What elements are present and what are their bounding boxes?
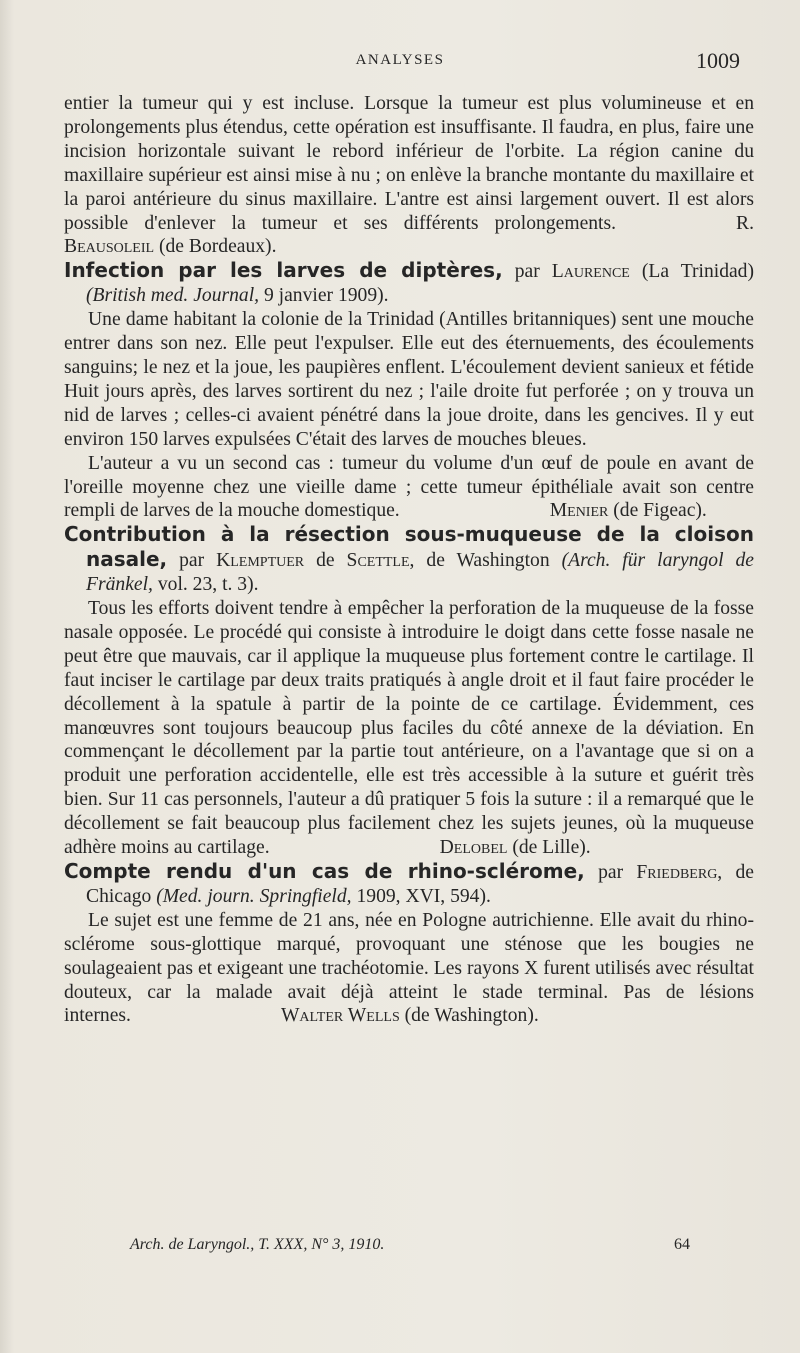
article2-source-detail: 9 janvier 1909).	[263, 285, 389, 307]
article3-paragraph	[64, 597, 754, 860]
page-body	[64, 92, 754, 1028]
article4-paragraph	[64, 909, 754, 1029]
article1-signature-place: (de Bordeaux).	[158, 236, 277, 258]
article2-heading	[64, 259, 754, 308]
article3-author2: Scettle,	[346, 550, 415, 572]
article4-author: Friedberg,	[636, 862, 723, 883]
article2-author-place: (La Trinidad)	[641, 261, 755, 283]
article4-heading	[64, 860, 754, 909]
article3-author-place: de Washington	[426, 550, 550, 572]
article2-signature	[550, 500, 707, 521]
article4-source: (Med. journ. Springfield,	[156, 885, 352, 907]
article4-signature-name: Walter Wells	[280, 1005, 400, 1027]
article3-signature-place: (de Lille).	[512, 837, 591, 859]
article2-signature-place: (de Figeac).	[613, 500, 707, 522]
footer-sheet-number: 64	[674, 1236, 690, 1253]
footer-journal: Arch. de Laryngol., T. XXX, N° 3, 1910.	[130, 1236, 385, 1253]
article4-signature	[281, 1005, 539, 1026]
article1-text: entier la tumeur qui y est incluse. Lorsque la tumeur est plus volumineuse et en prolongements plus étendus, cette opération est insuffisante. Il faudra, en plus, faire une incision horizontale suivant le rebord inférieur de l'orbite. La région canine du maxillaire supérieur est ainsi mise à nu ; on enlève la branche montante du maxillaire et la paroi antérieure du sinus maxillaire. L'antre est ainsi largement ouvert. Il est alors possible d'enlever la tumeur et ses différents prolongements.	[64, 93, 754, 234]
article3-signature-name: Delobel	[439, 837, 508, 859]
page-footer	[130, 1236, 690, 1262]
page-header	[60, 48, 740, 78]
article3-heading	[64, 523, 754, 597]
article2-source: (British med. Journal,	[86, 285, 260, 307]
article4-by: par	[598, 862, 624, 883]
article4-source-detail: 1909, XVI, 594).	[356, 885, 491, 907]
article3-title: Contribution à la résection sous-muqueuse de la cloison nasale,	[64, 522, 754, 572]
page-number: 1009	[696, 48, 740, 73]
article1-paragraph	[64, 92, 754, 259]
article2-paragraph-1: Une dame habitant la colonie de la Trinidad (Antilles britanniques) sent une mouche entrer dans son nez. Elle peut l'expulser. Elle eut des éternuements, des écoulements sanguins; le nez et la joue, les paupières enflent. L'écoulement devient sanieux et fétide Huit jours après, des larves sortirent du nez ; l'aile droite fut perforée ; on y trouva un nid de larves ; celles-ci avaient pénétré dans la joue droite, dans les gencives. Il y eut environ 150 larves expulsées C'était des larves de mouches bleues.	[64, 309, 754, 450]
article3-text: Tous les efforts doivent tendre à empêcher la perforation de la muqueuse de la fosse nasale opposée. Le procédé qui consiste à introduire le doigt dans cette fosse nasale ne peut être que mauvais, car il applique la muqueuse plus fortement contre le cartilage. Il faut inciser le cartilage par deux traits pratiqués à angle droit et il faut faire procéder le décollement à la spatule à partir de la pointe de ce cartilage. Évidemment, ces manœuvres sont toujours beaucoup plus faciles du côté annexe de la déviation. En commençant le décollement par la partie tout antérieure, on a l'avantage que si on a produit une perforation accidentelle, elle est très accessible à la suture et guérit très bien. Sur 11 cas personnels, l'auteur a dû pratiquer 5 fois la suture : il a remarqué que le décollement se fait beaucoup plus facilement chez les sujets jeunes, où la muqueuse adhère moins au cartilage.	[64, 598, 754, 859]
article2-author: Laurence	[551, 261, 630, 283]
article2-paragraph-2	[64, 452, 754, 524]
article3-signature	[440, 837, 591, 858]
article3-source-detail: vol. 23, t. 3).	[157, 574, 259, 596]
article2-by: par	[514, 261, 540, 283]
article3-author: Klemptuer	[216, 550, 305, 572]
article3-by: par	[179, 550, 205, 572]
article2-text-2: L'auteur a vu un second cas : tumeur du volume d'un œuf de poule en avant de l'oreille moyenne chez une vieille dame ; cette tumeur épithéliale avait son centre rempli de larves de la mouche domestique.	[64, 452, 754, 522]
article4-signature-place: (de Washington).	[404, 1005, 539, 1027]
running-title: ANALYSES	[355, 52, 445, 68]
article4-author-place: de Chicago	[86, 862, 754, 907]
article4-text: Le sujet est une femme de 21 ans, née en Pologne autrichienne. Elle avait du rhino-sclérome sous-glottique marqué, provoquant une sténose que les bougies ne soulageaient pas et exigeant une trachéotomie. Les rayons X furent utilisés avec résultat douteux, car la malade avait déjà atteint le stade terminal. Pas de lésions internes.	[64, 909, 754, 1027]
article1-signature-name: R. Beausoleil	[64, 212, 754, 258]
article4-title: Compte rendu d'un cas de rhino-sclérome,	[64, 859, 585, 883]
article2-title: Infection par les larves de diptères,	[64, 258, 503, 283]
article3-source: (Arch. für laryngol de Fränkel,	[86, 550, 754, 596]
article2-signature-name: Menier	[549, 500, 609, 522]
article3-of: de	[316, 550, 335, 572]
